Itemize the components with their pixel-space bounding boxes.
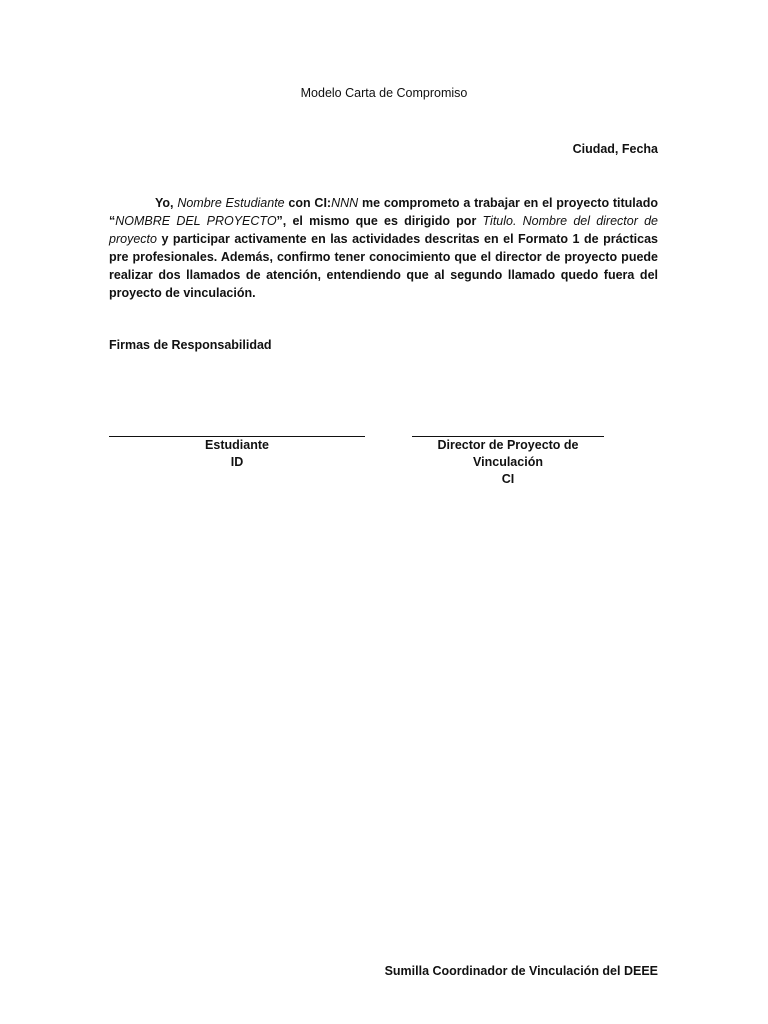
project-name-placeholder: NOMBRE DEL PROYECTO [115, 214, 277, 228]
coordinator-sumilla: Sumilla Coordinador de Vinculación del DEEE [384, 964, 658, 978]
place-date: Ciudad, Fecha [572, 142, 658, 156]
signatures-heading: Firmas de Responsabilidad [109, 338, 272, 352]
commitment-paragraph [109, 194, 658, 302]
student-signature-block [109, 437, 365, 471]
director-title-placeholder: Titulo. Nombre del director de proyecto [109, 214, 658, 246]
paragraph-text-5: y participar activamente en las actividades descritas en el Formato 1 de prácticas pre profesionales. Además, confirmo tener conocimiento que el director de proyecto puede realizar dos llamados de atención, entendiendo que al segundo llamado quedo fuera del proyecto de vinculación. [109, 232, 658, 300]
director-role-line1: Director de Proyecto de [437, 438, 579, 452]
student-role-label: Estudiante [205, 438, 269, 452]
ci-placeholder: NNN [331, 196, 359, 210]
student-id-label: ID [230, 455, 244, 469]
director-role-line2: Vinculación [473, 455, 543, 469]
document-title: Modelo Carta de Compromiso [300, 86, 468, 100]
student-name-placeholder: Nombre Estudiante [177, 196, 285, 210]
paragraph-text-3: me comprometo a trabajar en el proyecto titulado “ [109, 196, 658, 228]
paragraph-text-2: con CI: [284, 196, 332, 210]
director-signature-block [412, 437, 604, 488]
director-id-label: CI [501, 472, 515, 486]
paragraph-text-4: ”, el mismo que es dirigido por [276, 214, 483, 228]
paragraph-text-1: Yo, [155, 196, 178, 210]
